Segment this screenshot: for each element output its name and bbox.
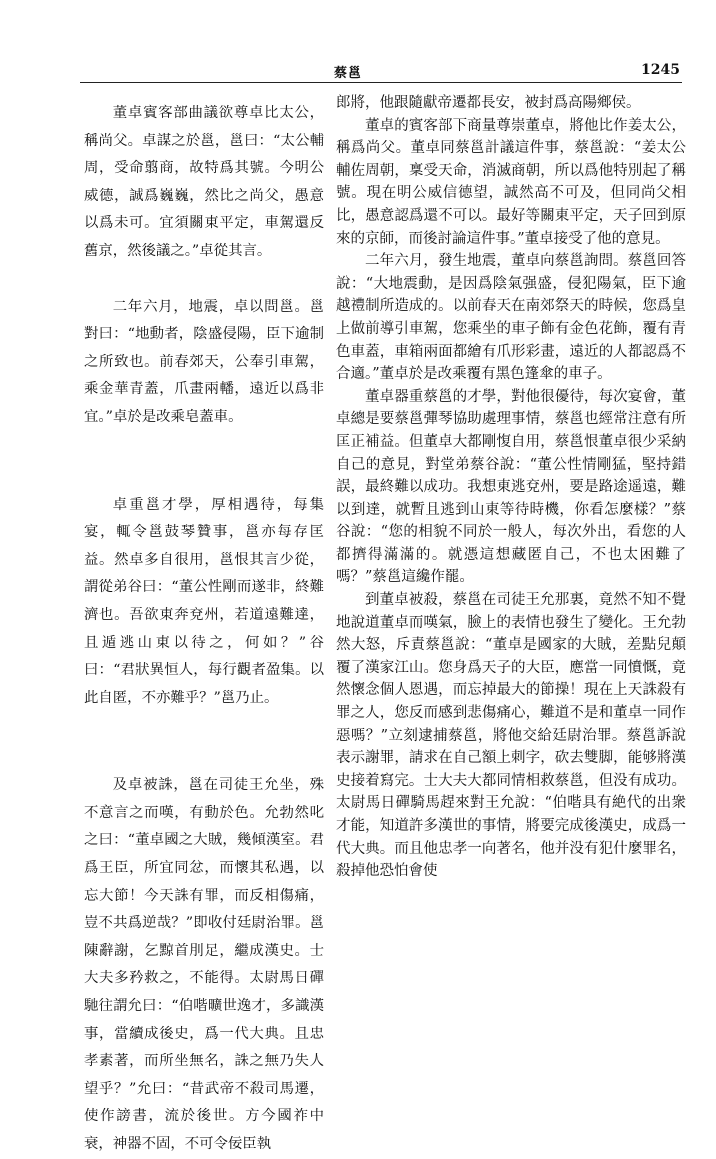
classical-paragraph-3: 卓重邕才學，厚相遇待，每集宴，輒令邕鼓琴贊事，邕亦每存匡益。然卓多自很用，邕恨其言少從，謂從弟谷曰：“董公性剛而遂非，終難濟也。吾欲東奔兗州，若道遠難達，且遁逃山東以待之，何如？”谷曰：“君狀異恒人，每行觀者盈集。以此自匿，不亦難乎？”邕乃止。 bbox=[84, 496, 324, 706]
modern-paragraph-5: 到董卓被殺，蔡邕在司徒王允那裏，竟然不知不覺地說道董卓而嘆氣，臉上的表情也發生了變化。王允勃然大怒，斥責蔡邕說：“董卓是國家的大賊，差點兒顛覆了漢家江山。您身爲天子的大臣，應當一同憤慨，竟然懷念個人恩遇，而忘掉最大的節操！現在上天誅殺有罪之人，您反而感到悲傷痛心，難道不是和董卓一同作惡嗎？”立刻逮捕蔡邕，將他交給廷尉治罪。蔡邕訴說表示謝罪，請求在自己額上刺字，砍去雙脚，能够將漢史接着寫完。士大夫大都同情相救蔡邕，但没有成功。太尉馬日磾騎馬趕來對王允說：“伯喈具有絶代的出衆才能，知道許多漢世的事情，將要完成後漢史，成爲一代大典。而且他忠孝一向著名，他并没有犯什麼罪名，殺掉他恐怕會使 bbox=[336, 592, 686, 880]
classical-paragraph-1: 董卓賓客部曲議欲尊卓比太公，稱尚父。卓謀之於邕，邕曰：“太公輔周，受命翦商，故特爲其號。今明公威德，誠爲巍巍，然比之尚父，愚意以爲未可。宜須關東平定，車駕還反舊京，然後議之。”卓從其言。 bbox=[84, 105, 324, 259]
modern-paragraph-2: 董卓的賓客部下商量尊崇董卓，將他比作姜太公，稱爲尚父。董卓同蔡邕計議這件事，蔡邕說：“姜太公輔佐周朝，稟受天命，消滅商朝，所以爲他特別起了稱號。現在明公威信德望，誠然高不可及，但同尚父相比，愚意認爲還不可以。最好等關東平定，天子回到原來的京師，而後討論這件事。”董卓接受了他的意見。 bbox=[336, 117, 686, 247]
modern-paragraph-1: 郎將，他跟隨獻帝遷都長安，被封爲高陽鄉侯。 bbox=[336, 95, 641, 111]
classical-paragraph-2: 二年六月，地震，卓以問邕。邕對曰：“地動者，陰盛侵陽，臣下逾制之所致也。前春郊天，公奉引車駕，乘金華青蓋，爪畫兩轓，遠近以爲非宜。”卓於是改乘皂蓋車。 bbox=[84, 298, 324, 425]
classical-paragraph-4: 及卓被誅，邕在司徒王允坐，殊不意言之而嘆，有動於色。允勃然叱之曰：“董卓國之大賊，幾傾漢室。君爲王臣，所宜同忿，而懷其私遇，以忘大節！今天誅有罪，而反相傷痛，豈不共爲逆哉？”即收付廷尉治罪。邕陳辭謝，乞黥首刖足，繼成漢史。士大夫多矜救之，不能得。太尉馬日磾馳往謂允曰：“伯喈曠世逸才，多識漢事，當續成後史，爲一代大典。且忠孝素著，而所坐無名，誅之無乃失人望乎？”允曰：“昔武帝不殺司馬遷，使作謗書，流於後世。方今國祚中衰，神器不固，不可令佞臣執 bbox=[84, 777, 324, 1152]
modern-paragraph-3: 二年六月，發生地震，董卓向蔡邕詢問。蔡邕回答說：“大地震動，是因爲陰氣强盛，侵犯陽氣，臣下逾越禮制所造成的。以前春天在南郊祭天的時候，您爲皇上做前導引車駕，您乘坐的車子飾有金色花飾，覆有青色車蓋，車箱兩面都繪有爪形彩畫，遠近的人都認爲不合適。”董卓於是改乘覆有黑色篷傘的車子。 bbox=[336, 253, 686, 383]
header-rule bbox=[80, 82, 682, 83]
running-title: 蔡邕 bbox=[334, 66, 363, 81]
modern-paragraph-4: 董卓器重蔡邕的才學，對他很優待，每次宴會，董卓總是要蔡邕彈琴協助處理事情，蔡邕也經常注意有所匡正補益。但董卓大都剛愎自用，蔡邕恨董卓很少采納自己的意見，對堂弟蔡谷說：“董公性情剛猛，堅持錯誤，最終難以成功。我想東逃兗州，要是路途遥遠，難以到達，就暫且逃到山東等待時機，你看怎麼樣？”蔡谷說：“您的相貌不同於一般人，每次外出，看您的人都擠得滿滿的。就憑這想藏匿自己，不也太困難了嗎？”蔡邕這纔作罷。 bbox=[336, 388, 686, 586]
page-number: 1245 bbox=[641, 62, 680, 78]
modern-translation-column bbox=[336, 92, 686, 883]
page-header bbox=[80, 58, 680, 82]
